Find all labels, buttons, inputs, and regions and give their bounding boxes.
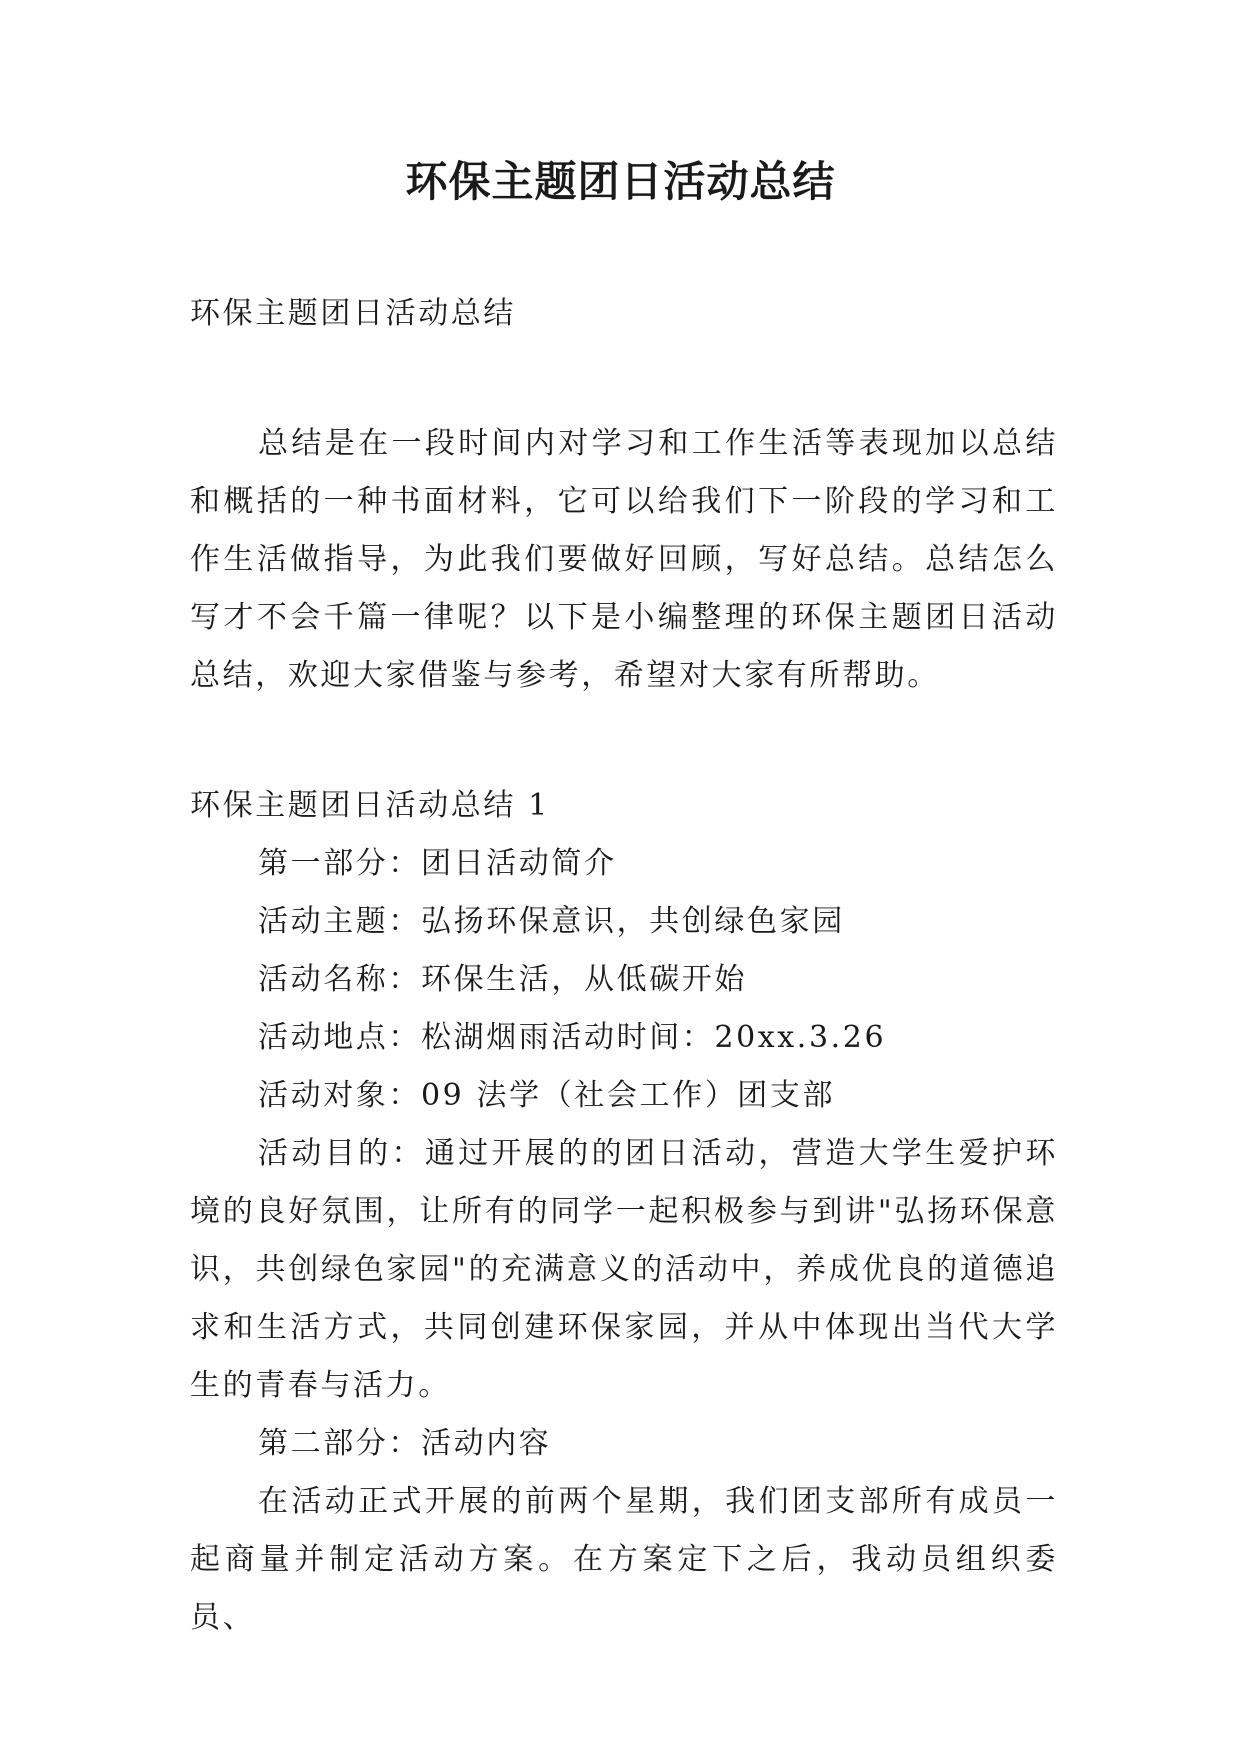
part1-heading: 第一部分：团日活动简介 bbox=[258, 846, 617, 881]
section-heading: 环保主题团日活动总结 1 bbox=[190, 788, 550, 823]
spacer bbox=[190, 705, 1058, 777]
activity-place-time: 活动地点：松湖烟雨活动时间：20xx.3.26 bbox=[258, 1020, 887, 1055]
document-title: 环保主题团日活动总结 bbox=[405, 157, 836, 206]
part2-heading: 第二部分：活动内容 bbox=[258, 1426, 552, 1461]
spacer bbox=[190, 343, 1058, 415]
document-subtitle: 环保主题团日活动总结 bbox=[190, 296, 516, 331]
activity-purpose: 活动目的：通过开展的的团日活动，营造大学生爱护环境的良好氛围，让所有的同学一起积极参与到讲"弘扬环保意识，共创绿色家园"的充满意义的活动中，养成优良的道德追求和生活方式，共同创建环保家园，并从中体现出当代大学生的青春与活力。 bbox=[190, 1136, 1058, 1403]
document-body bbox=[190, 285, 1058, 1647]
intro-paragraph: 总结是在一段时间内对学习和工作生活等表现加以总结和概括的一种书面材料，它可以给我们下一阶段的学习和工作生活做指导，为此我们要做好回顾，写好总结。总结怎么写才不会千篇一律呢？以下是小编整理的环保主题团日活动总结，欢迎大家借鉴与参考，希望对大家有所帮助。 bbox=[190, 426, 1058, 693]
activity-target: 活动对象：09 法学（社会工作）团支部 bbox=[258, 1078, 836, 1113]
activity-theme: 活动主题：弘扬环保意识，共创绿色家园 bbox=[258, 904, 845, 939]
activity-name: 活动名称：环保生活，从低碳开始 bbox=[258, 962, 747, 997]
content-paragraph: 在活动正式开展的前两个星期，我们团支部所有成员一起商量并制定活动方案。在方案定下之后，我动员组织委员、 bbox=[190, 1484, 1058, 1635]
